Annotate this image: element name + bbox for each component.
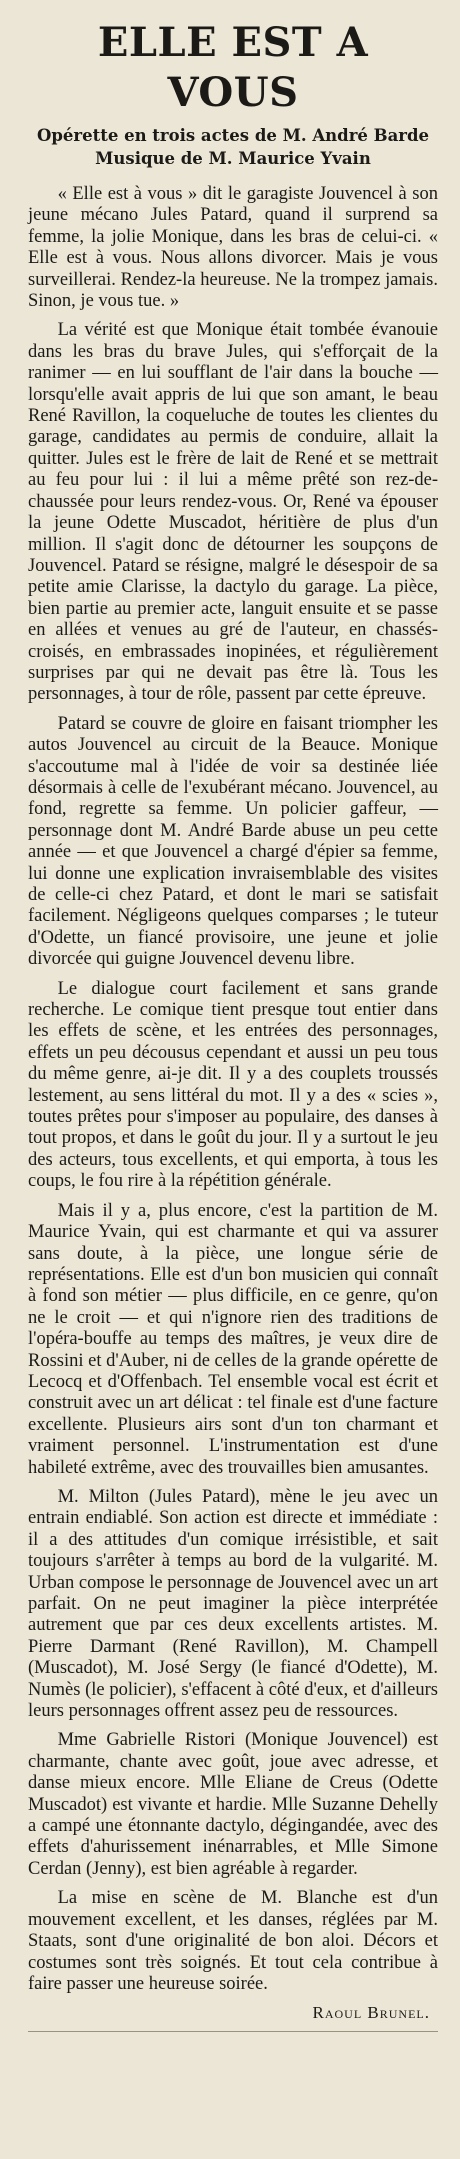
paragraph: Patard se couvre de gloire en faisant triompher les autos Jouvencel au circuit de la Beauce. Monique s'accoutume mal à l'idée de voir sa destinée liée désormais à celle de l'exubérant mécano. Jouvencel, au fond, regrette sa femme. Un policier gaffeur, — personnage dont M. André Barde abuse un peu cette année — et que Jouvencel a chargé d'épier sa femme, lui donne une explication invraisemblable des visites de celle-ci chez Patard, et dont le mari se satisfait facilement. Négligeons quelques comparses ; le tuteur d'Odette, un fiancé provisoire, une jeune et jolie divorcée qui guigne Jouvencel devenu libre. [28,713,438,970]
author-signature: Raoul Brunel. [312,2003,430,2023]
paragraph: La vérité est que Monique était tombée évanouie dans les bras du brave Jules, qui s'efforçait de la ranimer — en lui soufflant de l'air dans la bouche — lorsqu'elle avait appris de lui que son amant, le beau René Ravillon, la coqueluche de toutes les clientes du garage, candidates au permis de conduire, allait la quitter. Jules est le frère de lait de René et se mettrait au feu pour lui : il lui a même prêté son rez-de-chaussée pour leurs rendez-vous. Or, René va épouser la jeune Odette Muscadot, héritière de plus d'un million. Il s'agit donc de détourner les soupçons de Jouvencel. Patard se résigne, malgré le désespoir de sa petite amie Clarisse, la dactylo du garage. La pièce, bien partie au premier acte, languit ensuite et se passe en allées et venues au gré de l'auteur, en chassés-croisés, en embrassades inopinées, et régulièrement surprises par qui ne devait pas être là. Tous les personnages, à tour de rôle, passent par cette épreuve. [28,320,438,705]
article-body [28,184,438,1995]
paragraph: M. Milton (Jules Patard), mène le jeu avec un entrain endiablé. Son action est directe et immédiate : il a des attitudes d'un comique irrésistible, et sait toujours s'arrêter à temps au bord de la vulgarité. M. Urban compose le personnage de Jouvencel avec un art parfait. On ne peut imaginer la pièce interprétée autrement que par ces deux excellents artistes. M. Pierre Darmant (René Ravillon), M. Champell (Muscadot), M. José Sergy (le fiancé d'Odette), M. Numès (le policier), s'effacent à côté d'eux, et d'ailleurs leurs personnages offrent assez peu de ressources. [28,1486,438,1722]
paragraph: Mais il y a, plus encore, c'est la partition de M. Maurice Yvain, qui est charmante et qui va assurer sans doute, à la pièce, une longue série de représentations. Elle est d'un bon musicien qui connaît à fond son métier — plus difficile, en ce genre, qu'on ne le croit — et qui n'ignore rien des traditions de l'opéra-bouffe au temps des maîtres, je veux dire de Rossini et d'Auber, ni de celles de la grande opérette de Lecocq et d'Offenbach. Tel ensemble vocal est écrit et construit avec un art délicat : tel finale est d'une facture excellente. Plusieurs airs sont d'un ton charmant et vraiment personnel. L'instrumentation est d'une habileté extrême, avec des trouvailles bien amusantes. [28,1200,438,1478]
paragraph: Le dialogue court facilement et sans grande recherche. Le comique tient presque tout entier dans les effets de scène, et les entrées des personnages, effets un peu décousus cependant et aussi un peu tous du même genre, ai-je dit. Il y a des couplets troussés lestement, au sens littéral du mot. Il y a des « scies », toutes prêtes pour s'imposer au populaire, des danses à tout propos, et dans le goût du jour. Il y a surtout le jeu des acteurs, tous excellents, et qui emporta, à tous les coups, le fou rire à la répétition générale. [28,978,438,1192]
paragraph: « Elle est à vous » dit le garagiste Jouvencel à son jeune mécano Jules Patard, quand il surprend sa femme, la jolie Monique, dans les bras de celui-ci. « Elle est à vous. Nous allons divorcer. Mais je vous surveillerai. Rendez-la heureuse. Ne la trompez jamais. Sinon, je vous tue. » [28,184,438,312]
bottom-divider [28,2031,438,2032]
article-subtitle-music: Musique de M. Maurice Yvain [95,149,371,168]
article-subtitle-author: Opérette en trois actes de M. André Barde [36,126,429,145]
paragraph: Mme Gabrielle Ristori (Monique Jouvencel) est charmante, chante avec goût, joue avec adresse, et danse mieux encore. Mlle Eliane de Creus (Odette Muscadot) est vivante et hardie. Mlle Suzanne Dehelly a campé une étonnante dactylo, dégingandée, avec des effets d'ahurissement inénarrables, et Mlle Simone Cerdan (Jenny), est bien agréable à regarder. [28,1730,438,1879]
paragraph: La mise en scène de M. Blanche est d'un mouvement excellent, et les danses, réglées par M. Staats, sont d'une originalité de bon aloi. Décors et costumes sont très soignés. Et tout cela contribue à faire passer une heureuse soirée. [28,1888,438,1994]
article-title: ELLE EST A VOUS [97,19,369,116]
